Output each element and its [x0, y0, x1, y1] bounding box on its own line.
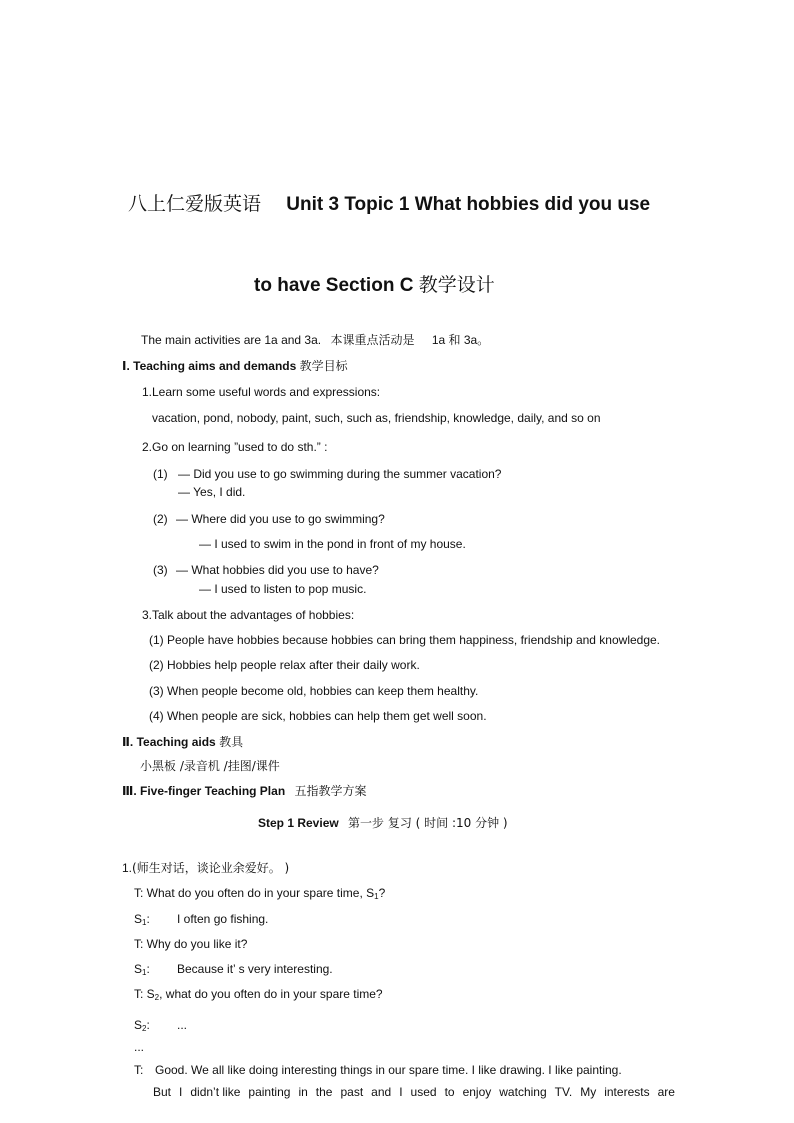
title-chinese-suffix: 教学设计	[418, 274, 495, 296]
document-title-line2	[254, 274, 495, 297]
dialogue-line-6-text: ...	[177, 1018, 188, 1032]
aim-item-1: 1.Learn some useful words and expressions:	[142, 385, 381, 399]
speaker-label: S	[134, 962, 143, 976]
section3-numeral: Ⅲ	[122, 784, 134, 798]
dialogue-1-number: (1)	[153, 467, 168, 481]
title-main-text-cont: to have Section C	[254, 275, 414, 296]
dialogue-line-4-speaker: $S_1$:	[134, 962, 150, 977]
word: in	[298, 1085, 308, 1099]
dialogue-line-6-speaker: $S_2$:	[134, 1018, 150, 1033]
speaker-subscript: 2	[142, 1024, 147, 1033]
dialogue-1-answer: — Yes, I did.	[178, 485, 246, 499]
dialogue-line-4-text: Because it’ s very interesting.	[177, 962, 333, 976]
section1-title: . Teaching aims and demands	[126, 359, 297, 373]
intro-activities: 1a 和 3a。	[431, 333, 490, 347]
word: painting	[248, 1085, 291, 1099]
word: used	[410, 1085, 437, 1099]
step1-heading	[258, 816, 508, 830]
dialogue-line-2-speaker: $S_1$:	[134, 912, 150, 927]
section3-title: . Five-finger Teaching Plan	[133, 784, 286, 798]
advantage-4: (4) When people are sick, hobbies can help them get well soon.	[149, 709, 487, 723]
section2-title-chinese: 教具	[219, 735, 244, 749]
dialogue-line-8-speaker: T:	[134, 1063, 144, 1077]
dialogue-2-answer: — I used to swim in the pond in front of my house.	[199, 537, 466, 551]
section2-heading	[122, 735, 243, 749]
section1-title-chinese: 教学目标	[299, 359, 348, 373]
intro-english: The main activities are 1a and 3a.	[141, 333, 322, 347]
activity-1-number: 1.	[122, 861, 133, 875]
speaker-label: S	[134, 912, 143, 926]
advantage-3: (3) When people become old, hobbies can keep them healthy.	[149, 684, 479, 698]
word: But	[153, 1085, 172, 1099]
word: TV.	[554, 1085, 573, 1099]
dialogue-3-question: — What hobbies did you use to have?	[176, 563, 379, 577]
word: My	[580, 1085, 597, 1099]
word: are	[657, 1085, 675, 1099]
dialogue-line-9	[153, 1085, 675, 1099]
title-main-text: Unit 3 Topic 1 What hobbies did you use	[286, 194, 651, 215]
vocabulary-list: vacation, pond, nobody, paint, such, such as, friendship, knowledge, daily, and so on	[152, 411, 601, 425]
section3-heading	[122, 784, 367, 798]
advantage-1: (1) People have hobbies because hobbies can bring them happiness, friendship and knowledge.	[149, 633, 661, 647]
dialogue-1-question: — Did you use to go swimming during the summer vacation?	[178, 467, 502, 481]
word: and	[371, 1085, 392, 1099]
word: past	[340, 1085, 364, 1099]
dialogue-line-1-text: T: What do you often do in your spare time, S	[134, 886, 375, 900]
aim-item-3: 3.Talk about the advantages of hobbies:	[142, 608, 355, 622]
speaker-subscript: 1	[142, 968, 147, 977]
activity-1	[122, 861, 289, 875]
section1-numeral: Ⅰ	[122, 359, 127, 373]
speaker-subscript: 1	[374, 892, 379, 901]
dialogue-2-number: (2)	[153, 512, 168, 526]
word: interests	[604, 1085, 650, 1099]
dialogue-3-answer: — I used to listen to pop music.	[199, 582, 367, 596]
dialogue-line-8-text: Good. We all like doing interesting things in our spare time. I like drawing. I like painting.	[155, 1063, 622, 1077]
dialogue-line-5-a: T: S	[134, 987, 155, 1001]
step1-chinese: 第一步 复习 ( 时间 :10 分钟 )	[348, 816, 508, 830]
word: didn’t like	[190, 1085, 241, 1099]
dialogue-2-question: — Where did you use to go swimming?	[176, 512, 385, 526]
dialogue-line-2-text: I often go fishing.	[177, 912, 269, 926]
speaker-subscript: 2	[154, 993, 160, 1002]
section3-title-chinese: 五指教学方案	[294, 784, 367, 798]
title-chinese-prefix: 八上仁爱版英语	[128, 193, 262, 215]
section1-heading	[122, 359, 348, 373]
speaker-subscript: 1	[142, 918, 147, 927]
dialogue-line-5	[134, 987, 383, 1005]
dialogue-line-3: T: Why do you like it?	[134, 937, 248, 951]
dialogue-3-number: (3)	[153, 563, 168, 577]
word: the	[315, 1085, 333, 1099]
activity-1-note: (师生对话，谈论业余爱好。 )	[132, 861, 290, 875]
word: I	[179, 1085, 183, 1099]
teaching-aids-list: 小黑板 /录音机 /挂图/课件	[140, 759, 280, 773]
word: watching	[499, 1085, 547, 1099]
dialogue-line-7: ...	[134, 1040, 145, 1054]
advantage-2: (2) Hobbies help people relax after their daily work.	[149, 658, 420, 672]
intro-chinese: 本课重点活动是	[330, 333, 415, 347]
section2-numeral: Ⅱ	[122, 735, 130, 749]
word: I	[399, 1085, 403, 1099]
document-title-line1	[128, 193, 650, 216]
word: to	[444, 1085, 455, 1099]
dialogue-line-5-b: , what do you often do in your spare time?	[159, 987, 383, 1001]
intro-line	[141, 333, 489, 347]
aim-item-2: 2.Go on learning ”used to do sth.” :	[142, 440, 328, 454]
step1-label: Step 1 Review	[258, 816, 339, 830]
dialogue-line-1	[134, 886, 385, 904]
speaker-label: S	[134, 1018, 143, 1032]
dialogue-line-1-end: ?	[378, 886, 386, 900]
section2-title: . Teaching aids	[129, 735, 216, 749]
word: enjoy	[462, 1085, 492, 1099]
